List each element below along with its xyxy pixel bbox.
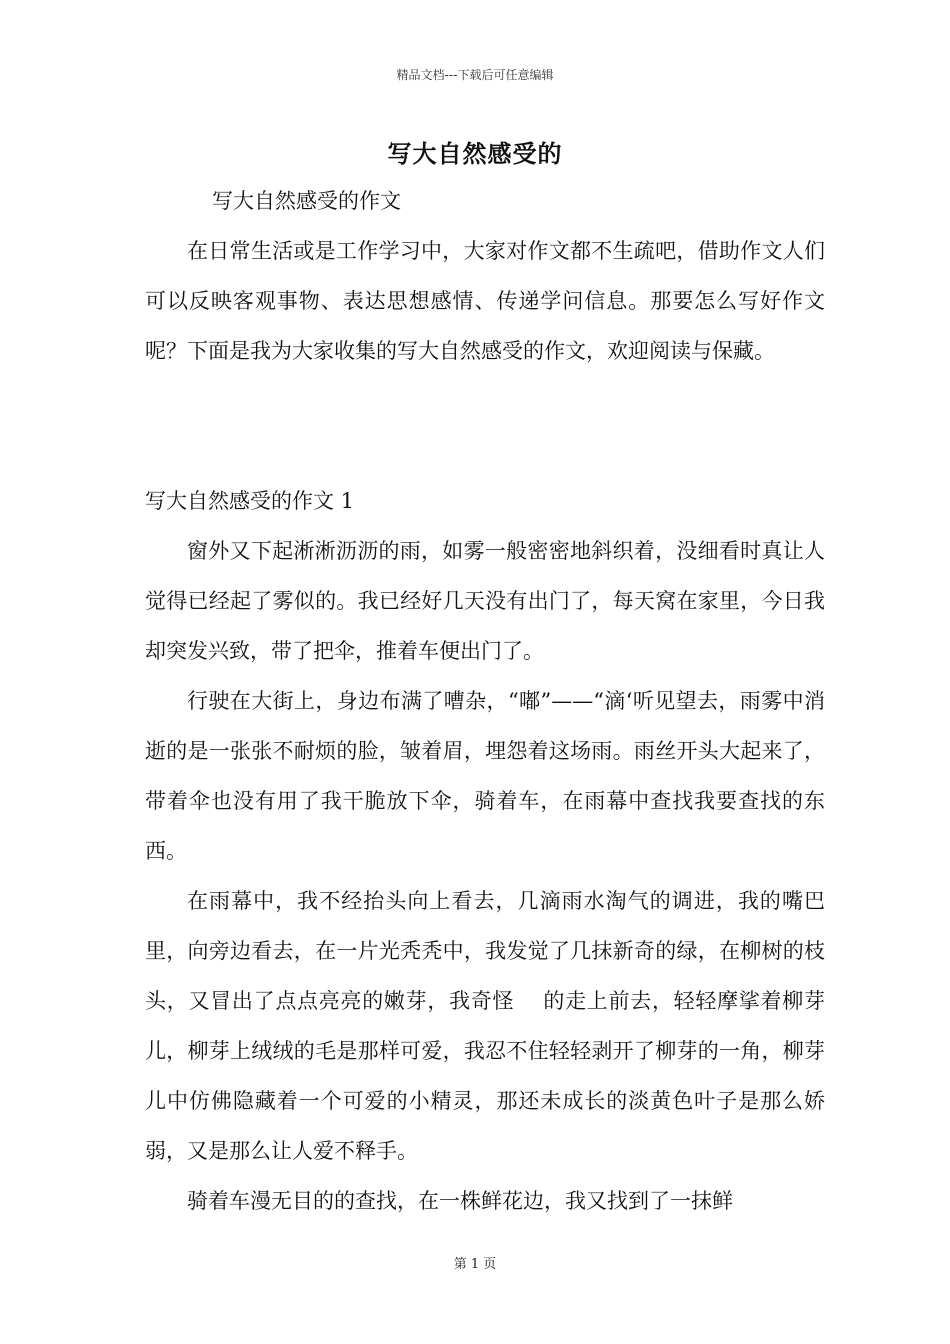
subtitle-text: 写大自然感受的作文 <box>212 189 401 213</box>
paragraph-3 <box>145 876 825 1176</box>
intro-text: 在日常生活或是工作学习中，大家对作文都不生疏吧，借助作文人们可以反映客观事物、表达思想感情、传递学问信息。那要怎么写好作文呢？下面是我为大家收集的写大自然感受的作文，欢迎阅读与保藏。 <box>145 239 825 363</box>
paragraph-2 <box>145 676 825 876</box>
paragraph-text: 窗外又下起淅淅沥沥的雨，如雾一般密密地斜织着，没细看时真让人觉得已经起了雾似的。我已经好几天没有出门了，每天窝在家里，今日我却突发兴致，带了把伞，推着车便出门了。 <box>145 539 825 663</box>
paragraph-text: 骑着车漫无目的的查找，在一株鲜花边，我又找到了一抹鲜 <box>187 1189 733 1213</box>
section-heading <box>145 476 825 526</box>
paragraph-text: 在雨幕中，我不经抬头向上看去，几滴雨水淘气的调进，我的嘴巴里，向旁边看去，在一片光秃秃中，我发觉了几抹新奇的绿，在柳树的枝头，又冒出了点点亮亮的嫩芽，我奇怪 的走上前去，轻轻摩挲着柳芽儿，柳芽上绒绒的毛是那样可爱，我忍不住轻轻剥开了柳芽的一角，柳芽儿中仿佛隐藏着一个可爱的小精灵，那还未成长的淡黄色叶子是那么娇弱，又是那么让人爱不释手。 <box>145 889 825 1163</box>
document-title: 写大自然感受的 <box>387 139 563 168</box>
section-heading-text: 写大自然感受的作文 1 <box>145 489 355 513</box>
document-subtitle <box>212 176 892 226</box>
page-header: 精品文档---下载后可任意编辑 <box>396 68 554 82</box>
intro-paragraph <box>145 226 825 376</box>
paragraph-text: 行驶在大街上，身边布满了嘈杂，“嘟”——“滴‘听见望去，雨雾中消逝的是一张张不耐烦的脸，皱着眉，埋怨着这场雨。雨丝开头大起来了，带着伞也没有用了我干脆放下伞，骑着车，在雨幕中查找我要查找的东西。 <box>145 689 825 863</box>
page-number: 第 1 页 <box>453 1257 497 1272</box>
paragraph-1 <box>145 526 825 676</box>
paragraph-4 <box>145 1176 825 1226</box>
